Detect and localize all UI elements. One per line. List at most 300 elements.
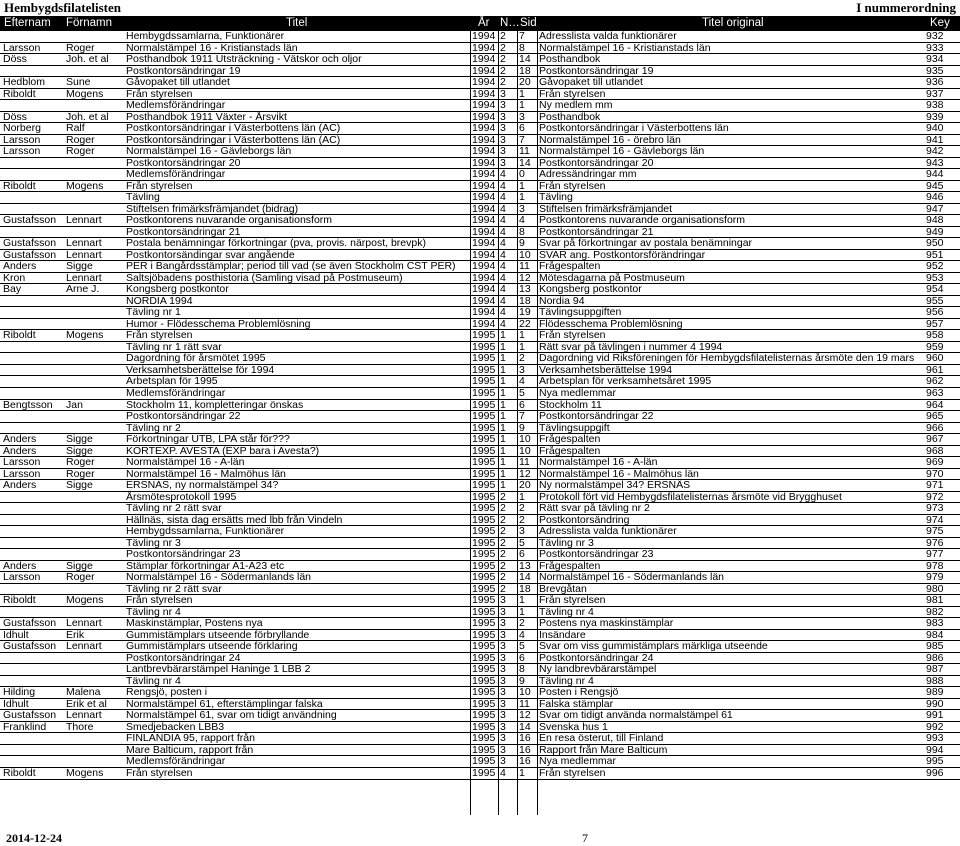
cell-titel-original: Postkontorsändring	[539, 514, 630, 526]
cell-nr: 4	[500, 238, 506, 250]
cell-efternamn: Gustafsson	[3, 215, 57, 227]
table-row	[0, 561, 960, 573]
cell-nr: 3	[500, 664, 506, 676]
cell-titel: Postkontorens nuvarande organisationsform	[126, 215, 333, 227]
cell-ar: 1995	[472, 399, 496, 411]
cell-efternamn: Gustafsson	[3, 618, 57, 630]
cell-ar: 1994	[472, 54, 496, 66]
cell-titel-original: Arbetsplan för verksamhetsåret 1995	[539, 376, 712, 388]
cell-ar: 1995	[472, 434, 496, 446]
cell-efternamn: Anders	[3, 445, 37, 457]
cell-fornamn: Sigge	[66, 434, 93, 446]
column-header-titel-original: Titel original	[702, 17, 764, 29]
cell-nr: 4	[500, 272, 506, 284]
cell-nr: 3	[500, 687, 506, 699]
cell-titel-original: Tävlingsuppgiften	[539, 307, 622, 319]
cell-sid: 16	[519, 733, 531, 745]
cell-titel-original: Svar om viss gummistämplars märkliga utseende	[539, 641, 768, 653]
cell-key: 937	[926, 88, 944, 100]
cell-ar: 1995	[472, 733, 496, 745]
cell-key: 935	[926, 65, 944, 77]
cell-sid: 1	[519, 768, 525, 779]
cell-sid: 8	[519, 226, 525, 238]
cell-efternamn: Hilding	[3, 687, 36, 699]
cell-key: 957	[926, 318, 944, 330]
cell-nr: 3	[500, 629, 506, 641]
cell-sid: 18	[519, 583, 531, 595]
cell-fornamn: Lennart	[66, 238, 102, 250]
cell-ar: 1995	[472, 606, 496, 618]
cell-sid: 12	[519, 272, 531, 284]
cell-nr: 2	[500, 549, 506, 561]
cell-titel-original: Nya medlemmar	[539, 756, 617, 768]
cell-titel-original: Ny medlem mm	[539, 100, 613, 112]
cell-titel-original: Svar på förkortningar av postala benämningar	[539, 238, 753, 250]
cell-fornamn: Lennart	[66, 215, 102, 227]
cell-key: 971	[926, 480, 944, 492]
cell-sid: 1	[519, 180, 525, 192]
column-header-efternamn: Efternam	[4, 17, 51, 29]
cell-nr: 4	[500, 284, 506, 296]
table-row	[0, 342, 960, 354]
cell-efternamn: Gustafsson	[3, 249, 57, 261]
cell-key: 932	[926, 31, 944, 42]
cell-sid: 16	[519, 744, 531, 756]
table-row	[0, 296, 960, 308]
table-row	[0, 607, 960, 619]
cell-sid: 1	[519, 341, 525, 353]
cell-titel: Postkontorsändringar 24	[126, 652, 241, 664]
table-row	[0, 745, 960, 757]
cell-key: 936	[926, 77, 944, 89]
cell-ar: 1994	[472, 272, 496, 284]
cell-titel: KORTEXP. AVESTA (EXP bara i Avesta?)	[126, 445, 320, 457]
cell-titel-original: Brevgåtan	[539, 583, 587, 595]
cell-efternamn: Bay	[3, 284, 22, 296]
cell-nr: 1	[500, 399, 506, 411]
cell-titel: Normalstämpel 16 - Gävleborgs län	[126, 146, 292, 158]
cell-efternamn: Gustafsson	[3, 710, 57, 722]
cell-nr: 4	[500, 768, 506, 779]
cell-key: 977	[926, 549, 944, 561]
cell-titel-original: Tävling nr 4	[539, 675, 594, 687]
cell-ar: 1995	[472, 721, 496, 733]
cell-key: 983	[926, 618, 944, 630]
cell-nr: 3	[500, 710, 506, 722]
cell-nr: 3	[500, 595, 506, 607]
document-title: Hembygdsfilatelisten	[4, 0, 121, 15]
cell-key: 981	[926, 595, 944, 607]
cell-titel: Gummistämplars utseende förbryllande	[126, 629, 310, 641]
cell-key: 978	[926, 560, 944, 572]
cell-titel-original: Svenska hus 1	[539, 721, 608, 733]
cell-titel-original: Flödesschema Problemlösning	[539, 318, 683, 330]
cell-efternamn: Anders	[3, 434, 37, 446]
cell-sid: 11	[519, 146, 530, 158]
cell-titel-original: Frågespalten	[539, 445, 601, 457]
cell-efternamn: Riboldt	[3, 595, 36, 607]
cell-ar: 1995	[472, 618, 496, 630]
cell-ar: 1995	[472, 387, 496, 399]
cell-key: 934	[926, 54, 944, 66]
publication-table	[0, 31, 960, 780]
table-row	[0, 319, 960, 331]
cell-fornamn: Jan	[66, 399, 83, 411]
cell-sid: 9	[519, 238, 525, 250]
cell-ar: 1994	[472, 238, 496, 250]
cell-key: 989	[926, 687, 944, 699]
cell-ar: 1994	[472, 100, 496, 112]
cell-titel: Mare Balticum, rapport från	[126, 744, 254, 756]
cell-key: 938	[926, 100, 944, 112]
table-row	[0, 756, 960, 768]
cell-key: 988	[926, 675, 944, 687]
table-row	[0, 722, 960, 734]
cell-sid: 20	[519, 77, 531, 89]
cell-titel: Medlemsförändringar	[126, 387, 226, 399]
cell-ar: 1994	[472, 180, 496, 192]
cell-titel: Posthandbok 1911 Växter - Årsvikt	[126, 111, 287, 123]
cell-nr: 1	[500, 480, 506, 492]
cell-sid: 1	[519, 192, 525, 204]
table-row	[0, 146, 960, 158]
cell-sid: 1	[519, 330, 525, 342]
cell-key: 972	[926, 491, 944, 503]
cell-titel: Hällnäs, sista dag ersätts med lbb från Vindeln	[126, 514, 343, 526]
cell-fornamn: Lennart	[66, 710, 102, 722]
cell-titel: Postkontorsändingar svar angående	[126, 249, 295, 261]
cell-sid: 19	[519, 307, 531, 319]
cell-titel-original: Rapport från Mare Balticum	[539, 744, 668, 756]
cell-titel-original: Mötesdagarna på Postmuseum	[539, 272, 685, 284]
cell-titel-original: Normalstämpel 16 - örebro län	[539, 134, 681, 146]
cell-efternamn: Döss	[3, 111, 27, 123]
cell-ar: 1995	[472, 641, 496, 653]
column-header-row	[0, 16, 960, 31]
cell-efternamn: Riboldt	[3, 330, 36, 342]
cell-titel-original: Protokoll fört vid Hembygdsfilatelisternas årsmöte vid Brygghuset	[539, 491, 842, 503]
cell-fornamn: Sigge	[66, 560, 93, 572]
cell-nr: 4	[500, 169, 506, 181]
cell-nr: 3	[500, 744, 506, 756]
cell-sid: 9	[519, 675, 525, 687]
cell-titel-original: Postkontorsändringar 22	[539, 411, 654, 423]
table-row	[0, 376, 960, 388]
cell-titel-original: Svar om tidigt använda normalstämpel 61	[539, 710, 733, 722]
cell-sid: 8	[519, 42, 525, 54]
cell-nr: 2	[500, 42, 506, 54]
cell-ar: 1994	[472, 318, 496, 330]
footer-page-number: 7	[582, 831, 588, 845]
cell-sid: 5	[519, 537, 525, 549]
cell-ar: 1994	[472, 134, 496, 146]
cell-sid: 11	[519, 457, 530, 469]
cell-titel: Stiftelsen frimärksfrämjandet (bidrag)	[126, 203, 299, 215]
cell-titel-original: Normalstämpel 16 - Malmöhus län	[539, 468, 699, 480]
cell-titel: Lantbrevbärarstämpel Haninge 1 LBB 2	[126, 664, 311, 676]
cell-key: 968	[926, 445, 944, 457]
cell-ar: 1995	[472, 411, 496, 423]
table-row	[0, 135, 960, 147]
cell-nr: 3	[500, 733, 506, 745]
cell-titel-original: Postkontorsändringar 23	[539, 549, 654, 561]
cell-fornamn: Joh. et al	[66, 111, 109, 123]
table-row	[0, 480, 960, 492]
cell-efternamn: Riboldt	[3, 180, 36, 192]
cell-ar: 1995	[472, 353, 496, 365]
cell-titel: Medlemsförändringar	[126, 169, 226, 181]
cell-key: 954	[926, 284, 944, 296]
cell-fornamn: Roger	[66, 457, 95, 469]
table-row	[0, 123, 960, 135]
cell-ar: 1994	[472, 31, 496, 42]
cell-ar: 1994	[472, 169, 496, 181]
cell-titel: Maskinstämplar, Postens nya	[126, 618, 263, 630]
table-row	[0, 54, 960, 66]
table-row	[0, 503, 960, 515]
cell-titel-original: Tävling	[539, 192, 573, 204]
cell-titel: Kongsberg postkontor	[126, 284, 229, 296]
table-row	[0, 89, 960, 101]
cell-nr: 2	[500, 65, 506, 77]
cell-fornamn: Sigge	[66, 261, 93, 273]
cell-nr: 2	[500, 526, 506, 538]
cell-titel-original: Från styrelsen	[539, 330, 606, 342]
cell-key: 947	[926, 203, 944, 215]
cell-nr: 2	[500, 583, 506, 595]
cell-sid: 6	[519, 123, 525, 135]
cell-titel: Rengsjö, posten i	[126, 687, 208, 699]
cell-nr: 3	[500, 100, 506, 112]
cell-titel: Postkontorsändringar 21	[126, 226, 241, 238]
table-row	[0, 66, 960, 78]
cell-fornamn: Lennart	[66, 249, 102, 261]
cell-titel: Postkontorsändringar i Västerbottens län (AC)	[126, 134, 341, 146]
table-row	[0, 307, 960, 319]
cell-nr: 3	[500, 606, 506, 618]
cell-nr: 1	[500, 434, 506, 446]
cell-titel-original: Från styrelsen	[539, 768, 606, 779]
cell-nr: 4	[500, 307, 506, 319]
table-row	[0, 446, 960, 458]
cell-ar: 1995	[472, 698, 496, 710]
cell-fornamn: Lennart	[66, 641, 102, 653]
cell-efternamn: Larsson	[3, 146, 41, 158]
cell-fornamn: Roger	[66, 42, 95, 54]
cell-ar: 1994	[472, 42, 496, 54]
cell-key: 939	[926, 111, 944, 123]
table-row	[0, 653, 960, 665]
table-row	[0, 699, 960, 711]
cell-nr: 4	[500, 318, 506, 330]
cell-fornamn: Lennart	[66, 272, 102, 284]
cell-efternamn: Anders	[3, 261, 37, 273]
table-row	[0, 492, 960, 504]
cell-sid: 6	[519, 549, 525, 561]
cell-nr: 2	[500, 503, 506, 515]
sort-order-label: I nummerordning	[856, 0, 956, 15]
cell-nr: 2	[500, 560, 506, 572]
cell-key: 944	[926, 169, 944, 181]
cell-key: 970	[926, 468, 944, 480]
cell-titel-original: Adresslista valda funktionärer	[539, 526, 677, 538]
cell-key: 945	[926, 180, 944, 192]
cell-fornamn: Mogens	[66, 330, 104, 342]
cell-sid: 18	[519, 65, 531, 77]
cell-fornamn: Sune	[66, 77, 91, 89]
cell-ar: 1995	[472, 330, 496, 342]
cell-titel: Posthandbok 1911 Utsträckning - Vätskor och oljor	[126, 54, 362, 66]
table-row	[0, 169, 960, 181]
table-row	[0, 676, 960, 688]
cell-ar: 1994	[472, 77, 496, 89]
cell-sid: 10	[519, 687, 531, 699]
table-row	[0, 630, 960, 642]
cell-nr: 1	[500, 364, 506, 376]
cell-titel-original: Verksamhetsberättelse 1994	[539, 364, 673, 376]
cell-ar: 1995	[472, 491, 496, 503]
cell-titel: Humor - Flödesschema Problemlösning	[126, 318, 311, 330]
table-row	[0, 112, 960, 124]
cell-key: 965	[926, 411, 944, 423]
cell-titel: Från styrelsen	[126, 88, 193, 100]
cell-ar: 1995	[472, 664, 496, 676]
cell-ar: 1994	[472, 307, 496, 319]
cell-key: 941	[926, 134, 944, 146]
cell-ar: 1994	[472, 249, 496, 261]
cell-sid: 16	[519, 756, 531, 768]
cell-key: 991	[926, 710, 944, 722]
cell-key: 943	[926, 157, 944, 169]
cell-nr: 3	[500, 111, 506, 123]
cell-titel: FINLANDIA 95, rapport från	[126, 733, 255, 745]
cell-sid: 9	[519, 422, 525, 434]
cell-ar: 1995	[472, 537, 496, 549]
table-row	[0, 43, 960, 55]
cell-titel: Normalstämpel 16 - Malmöhus län	[126, 468, 286, 480]
table-row	[0, 572, 960, 584]
cell-titel-original: Adresslista valda funktionärer	[539, 31, 677, 42]
cell-efternamn: Larsson	[3, 468, 41, 480]
table-row	[0, 204, 960, 216]
cell-ar: 1994	[472, 88, 496, 100]
cell-titel-original: Ny normalstämpel 34? ERSNÄS	[539, 480, 691, 492]
cell-titel: Medlemsförändringar	[126, 756, 226, 768]
cell-titel: Årsmötesprotokoll 1995	[126, 491, 237, 503]
cell-ar: 1995	[472, 583, 496, 595]
table-row	[0, 664, 960, 676]
table-row	[0, 618, 960, 630]
column-header-sid: Sid	[520, 17, 537, 29]
cell-nr: 3	[500, 756, 506, 768]
cell-efternamn: Norberg	[3, 123, 41, 135]
cell-nr: 2	[500, 572, 506, 584]
table-row	[0, 284, 960, 296]
cell-titel-original: Dagordning vid Riksföreningen för Hembygdsfilatelisternas årsmöte den 19 mars	[539, 353, 915, 365]
cell-fornamn: Lennart	[66, 618, 102, 630]
cell-titel: Från styrelsen	[126, 330, 193, 342]
cell-key: 993	[926, 733, 944, 745]
cell-ar: 1995	[472, 652, 496, 664]
cell-nr: 2	[500, 31, 506, 42]
footer-date: 2014-12-24	[6, 831, 62, 845]
cell-titel-original: Tävling nr 4	[539, 606, 594, 618]
column-header-nr: N…	[500, 17, 520, 29]
cell-ar: 1994	[472, 123, 496, 135]
cell-ar: 1994	[472, 203, 496, 215]
table-row	[0, 353, 960, 365]
cell-efternamn: Gustafsson	[3, 238, 57, 250]
cell-nr: 4	[500, 192, 506, 204]
cell-nr: 4	[500, 261, 506, 273]
table-row	[0, 400, 960, 412]
cell-titel-original: En resa österut, till Finland	[539, 733, 664, 745]
cell-titel-original: Nya medlemmar	[539, 387, 617, 399]
cell-sid: 7	[519, 31, 525, 42]
cell-sid: 5	[519, 387, 525, 399]
cell-titel: Gummistämplars utseende förklaring	[126, 641, 298, 653]
cell-sid: 1	[519, 100, 525, 112]
cell-key: 949	[926, 226, 944, 238]
table-row	[0, 457, 960, 469]
cell-key: 950	[926, 238, 944, 250]
cell-titel: Tävling nr 1	[126, 307, 181, 319]
cell-key: 994	[926, 744, 944, 756]
cell-sid: 3	[519, 203, 525, 215]
cell-nr: 3	[500, 146, 506, 158]
cell-titel: Tävling nr 2 rätt svar	[126, 583, 222, 595]
cell-sid: 3	[519, 111, 525, 123]
cell-sid: 6	[519, 652, 525, 664]
cell-ar: 1995	[472, 376, 496, 388]
cell-nr: 1	[500, 411, 506, 423]
cell-key: 962	[926, 376, 944, 388]
table-row	[0, 538, 960, 550]
cell-nr: 3	[500, 721, 506, 733]
cell-key: 963	[926, 387, 944, 399]
column-divider	[517, 31, 518, 815]
cell-titel: Normalstämpel 16 - Södermanlands län	[126, 572, 312, 584]
table-row	[0, 330, 960, 342]
table-row	[0, 273, 960, 285]
cell-sid: 3	[519, 526, 525, 538]
cell-fornamn: Mogens	[66, 768, 104, 779]
cell-fornamn: Erik et al	[66, 698, 107, 710]
cell-titel: Från styrelsen	[126, 768, 193, 779]
table-row	[0, 31, 960, 43]
cell-titel: Postkontorsändringar 19	[126, 65, 241, 77]
cell-titel: Normalstämpel 61, svar om tidigt användning	[126, 710, 337, 722]
cell-ar: 1995	[472, 768, 496, 779]
cell-titel: Stockholm 11, kompletteringar önskas	[126, 399, 304, 411]
cell-sid: 12	[519, 710, 531, 722]
cell-efternamn: Gustafsson	[3, 641, 57, 653]
cell-titel-original: Stiftelsen frimärksfrämjandet	[539, 203, 673, 215]
cell-ar: 1995	[472, 595, 496, 607]
cell-sid: 2	[519, 353, 525, 365]
cell-sid: 4	[519, 376, 525, 388]
cell-sid: 4	[519, 629, 525, 641]
cell-sid: 14	[519, 572, 531, 584]
table-row	[0, 423, 960, 435]
cell-sid: 14	[519, 157, 531, 169]
cell-ar: 1995	[472, 710, 496, 722]
cell-nr: 4	[500, 203, 506, 215]
cell-titel: Tävling nr 2 rätt svar	[126, 503, 222, 515]
cell-fornamn: Joh. et al	[66, 54, 109, 66]
cell-key: 960	[926, 353, 944, 365]
cell-titel-original: Frågespalten	[539, 261, 601, 273]
